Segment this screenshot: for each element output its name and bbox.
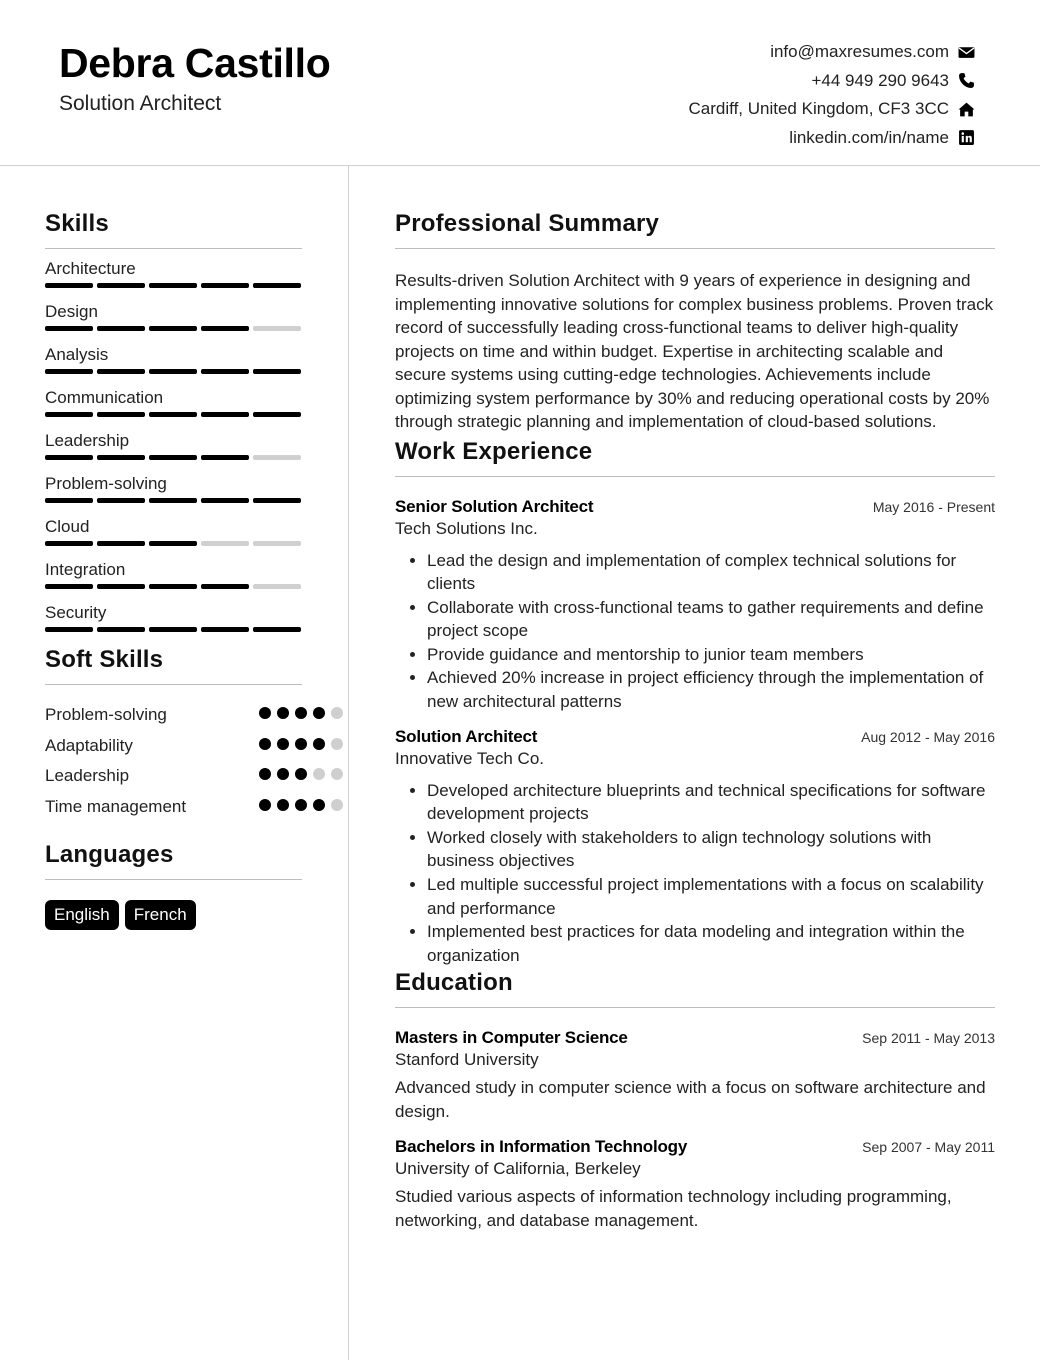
soft-skill-dot (259, 707, 271, 719)
skill-item (45, 593, 302, 636)
skill-level-segment (253, 369, 301, 374)
job-header (395, 497, 995, 517)
skill-level-bars (45, 283, 301, 288)
skill-level-segment (149, 584, 197, 589)
soft-skill-dots (259, 799, 343, 811)
skill-level-segment (97, 283, 145, 288)
job-bullets (395, 779, 995, 967)
skill-level-bars (45, 455, 301, 460)
job-company: Tech Solutions Inc. (395, 518, 538, 538)
education-header (395, 1137, 995, 1157)
skill-level-segment (97, 541, 145, 546)
skill-level-segment (253, 455, 301, 460)
summary-text: Results-driven Solution Architect with 9 years of experience in designing and implementing innovative solutions for complex business problems. Proven track record of successfully leading cross-functional teams to deliver high-quality projects on time and within budget. Expertise in architecting scalable and secure systems using cutting-edge technologies. Achievements include optimizing system performance by 30% and reducing operational costs by 20% through strategic planning and implementation of cloud-based solutions. (395, 271, 994, 431)
skill-level-segment (97, 412, 145, 417)
job-bullet: • Developed architecture blueprints and technical specifications for software development projects (427, 779, 995, 826)
job-bullet: • Implemented best practices for data modeling and integration within the organization (427, 920, 995, 967)
soft-skills-title: Soft Skills (45, 646, 302, 685)
job-date: Aug 2012 - May 2016 (861, 729, 995, 746)
job-date: May 2016 - Present (872, 498, 995, 515)
skill-label: Architecture (45, 259, 136, 278)
column-divider (348, 166, 349, 1360)
skill-level-segment (253, 326, 301, 331)
skill-level-segment (201, 541, 249, 546)
soft-skill-dot (295, 738, 307, 750)
job-company: Innovative Tech Co. (395, 749, 544, 769)
skill-level-segment (201, 498, 249, 503)
job-bullet: • Worked closely with stakeholders to align technology solutions with business objectives (427, 826, 995, 873)
candidate-name: Debra Castillo (59, 40, 331, 86)
job-title: Senior Solution Architect (395, 496, 594, 516)
skill-level-segment (149, 283, 197, 288)
skill-level-segment (201, 369, 249, 374)
skill-level-segment (45, 412, 93, 417)
skill-level-segment (45, 541, 93, 546)
skill-level-segment (45, 498, 93, 503)
soft-skill-item (45, 785, 302, 831)
contact-linkedin (689, 124, 975, 153)
soft-skill-dot (277, 799, 289, 811)
soft-skill-dot (295, 768, 307, 780)
skill-label: Design (45, 302, 98, 321)
skill-level-segment (149, 326, 197, 331)
skill-level-segment (201, 627, 249, 632)
skill-level-segment (253, 283, 301, 288)
skill-level-bars (45, 541, 301, 546)
skill-level-segment (201, 584, 249, 589)
home-icon (957, 100, 975, 118)
languages-title: Languages (45, 841, 302, 880)
skill-label: Communication (45, 388, 164, 407)
job-title: Solution Architect (395, 727, 538, 747)
soft-skill-dot (259, 799, 271, 811)
soft-skill-label: Adaptability (45, 735, 133, 755)
education-description: Advanced study in computer science with a focus on software architecture and design. (395, 1077, 986, 1122)
soft-skill-dot (331, 738, 343, 750)
soft-skill-dot (313, 768, 325, 780)
skill-item (45, 464, 302, 507)
skill-level-segment (201, 455, 249, 460)
skill-level-segment (97, 455, 145, 460)
soft-skill-label: Time management (45, 796, 187, 816)
soft-skill-dot (277, 738, 289, 750)
skill-level-segment (45, 627, 93, 632)
language-badge: French (125, 900, 196, 930)
skill-level-bars (45, 326, 301, 331)
skill-label: Problem-solving (45, 474, 167, 493)
soft-skill-dots (259, 738, 343, 750)
skill-item (45, 421, 302, 464)
skill-level-segment (97, 584, 145, 589)
contact-address-text: Cardiff, United Kingdom, CF3 3CC (688, 99, 949, 119)
soft-skill-label: Leadership (45, 766, 130, 785)
skill-level-segment (45, 584, 93, 589)
skill-level-segment (253, 584, 301, 589)
skill-item (45, 550, 302, 593)
soft-skill-dot (277, 768, 289, 780)
job-entry (395, 727, 995, 967)
skill-level-segment (149, 412, 197, 417)
soft-skill-dot (331, 707, 343, 719)
summary-title: Professional Summary (395, 210, 995, 249)
soft-skill-item (45, 693, 302, 724)
skill-level-segment (45, 455, 93, 460)
soft-skill-dot (331, 799, 343, 811)
education-entry (395, 1028, 995, 1125)
contact-linkedin-text: linkedin.com/in/name (789, 127, 949, 147)
skill-label: Integration (45, 560, 126, 579)
linkedin-icon (957, 129, 975, 147)
education-degree: Bachelors in Information Technology (395, 1136, 688, 1156)
education-degree: Masters in Computer Science (395, 1027, 628, 1047)
experience-list (395, 497, 995, 967)
education-school: University of California, Berkeley (395, 1158, 641, 1178)
skill-level-segment (149, 369, 197, 374)
skill-item (45, 378, 302, 421)
job-bullet: • Provide guidance and mentorship to junior team members (427, 643, 995, 666)
skill-item (45, 292, 302, 335)
experience-title: Work Experience (395, 438, 995, 477)
envelope-icon (957, 43, 975, 61)
skill-label: Leadership (45, 431, 130, 450)
skill-level-segment (149, 541, 197, 546)
skill-label: Analysis (45, 345, 109, 364)
skill-level-bars (45, 412, 301, 417)
contact-phone-text: +44 949 290 9643 (811, 70, 949, 90)
soft-skill-dot (313, 707, 325, 719)
soft-skill-dot (277, 707, 289, 719)
soft-skill-dot (313, 799, 325, 811)
skill-level-segment (45, 326, 93, 331)
skill-level-segment (97, 369, 145, 374)
contact-block (689, 38, 975, 152)
skill-level-segment (97, 627, 145, 632)
education-date: Sep 2011 - May 2013 (862, 1029, 995, 1046)
job-bullet: • Achieved 20% increase in project efficiency through the implementation of new architectural patterns (427, 666, 995, 713)
languages-list (45, 900, 302, 930)
skill-item (45, 335, 302, 378)
right-column (395, 210, 995, 1234)
left-column (45, 210, 302, 930)
soft-skill-dot (295, 707, 307, 719)
job-bullets (395, 549, 995, 714)
skill-level-bars (45, 369, 301, 374)
skill-level-segment (253, 627, 301, 632)
soft-skill-item (45, 724, 302, 755)
soft-skill-dot (259, 768, 271, 780)
education-date: Sep 2007 - May 2011 (862, 1138, 995, 1155)
education-entry (395, 1137, 995, 1234)
contact-phone (689, 67, 975, 96)
skill-level-segment (253, 541, 301, 546)
skills-list (45, 249, 302, 636)
education-header (395, 1028, 995, 1048)
candidate-role: Solution Architect (59, 92, 222, 115)
soft-skill-label: Problem-solving (45, 705, 167, 724)
education-list (395, 1028, 995, 1234)
skill-level-segment (253, 412, 301, 417)
job-bullet: • Led multiple successful project implementations with a focus on scalability and performance (427, 873, 995, 920)
skill-level-segment (45, 283, 93, 288)
skill-item (45, 507, 302, 550)
skill-level-segment (253, 498, 301, 503)
education-school: Stanford University (395, 1049, 539, 1069)
skill-label: Cloud (45, 517, 90, 536)
soft-skill-dot (259, 738, 271, 750)
skill-level-segment (149, 455, 197, 460)
job-entry (395, 497, 995, 714)
phone-icon (957, 72, 975, 90)
contact-email-text: info@maxresumes.com (770, 42, 949, 62)
skill-level-segment (97, 498, 145, 503)
soft-skill-dot (313, 738, 325, 750)
soft-skill-dot (295, 799, 307, 811)
skill-item (45, 249, 302, 292)
education-description: Studied various aspects of information technology including programming, networking, and database management. (395, 1186, 952, 1231)
soft-skill-dots (259, 768, 343, 780)
skill-level-segment (45, 369, 93, 374)
contact-email (689, 38, 975, 67)
skills-title: Skills (45, 210, 302, 249)
language-badge: English (45, 900, 119, 930)
soft-skill-dots (259, 707, 343, 719)
skill-level-bars (45, 584, 301, 589)
skill-level-segment (201, 283, 249, 288)
education-title: Education (395, 969, 995, 1008)
job-header (395, 727, 995, 747)
job-bullet: • Collaborate with cross-functional teams to gather requirements and define project scope (427, 596, 995, 643)
job-bullet: • Lead the design and implementation of complex technical solutions for clients (427, 549, 995, 596)
skill-level-bars (45, 498, 301, 503)
soft-skills-list (45, 693, 302, 831)
skill-level-segment (201, 412, 249, 417)
skill-level-segment (149, 498, 197, 503)
skill-level-bars (45, 627, 301, 632)
contact-address (689, 95, 975, 124)
skill-level-segment (201, 326, 249, 331)
skill-label: Security (45, 603, 107, 622)
soft-skill-dot (331, 768, 343, 780)
skill-level-segment (97, 326, 145, 331)
skill-level-segment (149, 627, 197, 632)
resume-header (0, 0, 1040, 166)
soft-skill-item (45, 754, 302, 785)
